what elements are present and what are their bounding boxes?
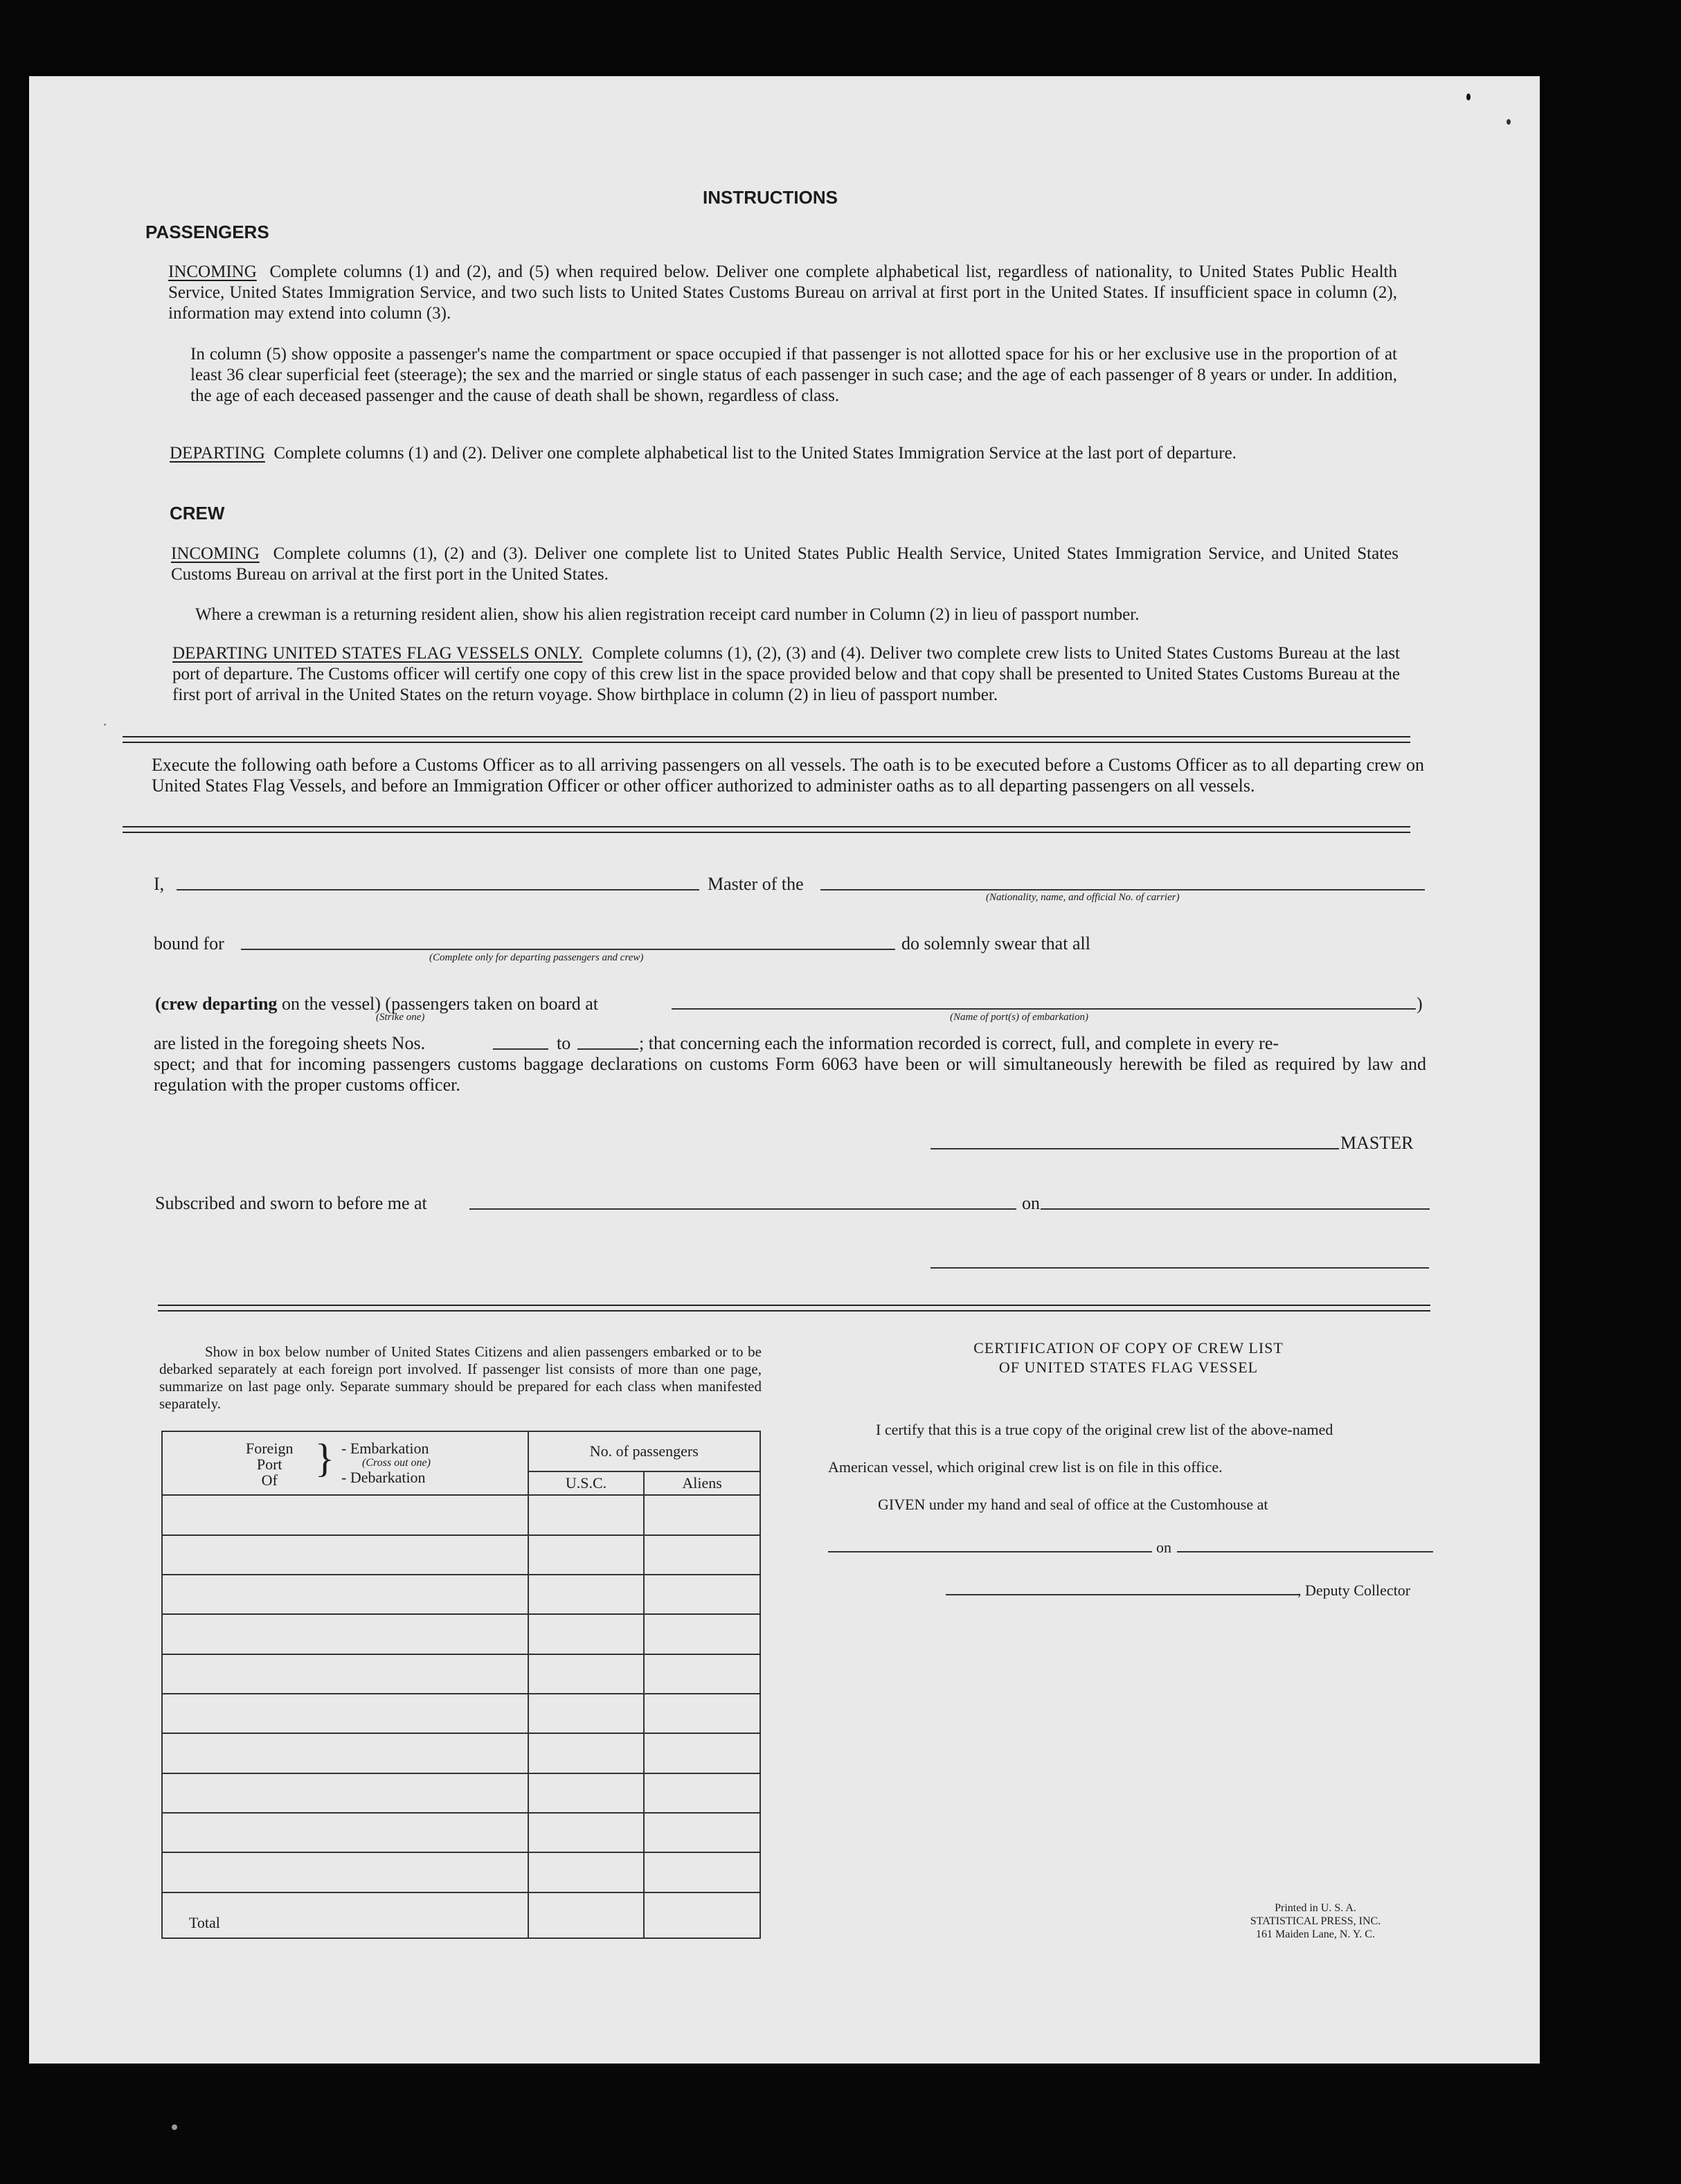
scan-speck <box>104 724 106 726</box>
divider-double <box>123 736 1410 743</box>
bound-for-label: bound for <box>154 933 224 954</box>
passengers-incoming-text: Complete columns (1) and (2), and (5) when required below. Deliver one complete alphabetical list, regardless of nationality, to United States Public Health Service, United States Immigration Service, and two such lists to United States Customs Bureau on arrival at first port in the United States. If insufficient space in column (2), information may extend into column (3). <box>168 262 1397 323</box>
port-label: Port <box>256 1456 282 1473</box>
crew-incoming-text: Complete columns (1), (2) and (3). Deliver one complete list to United States Public Health Service, United States Immigration Service, and United States Customs Bureau on arrival at the first port in the United States. <box>171 544 1399 584</box>
sheet-to-field[interactable] <box>577 1048 638 1050</box>
passengers-departing-label: DEPARTING <box>170 444 265 463</box>
usc-header: U.S.C. <box>528 1471 645 1495</box>
passengers-incoming-label: INCOMING <box>168 262 257 281</box>
master-of-label: Master of the <box>708 874 804 894</box>
oath-i-label: I, <box>154 874 165 894</box>
master-signature-field[interactable] <box>931 1148 1339 1149</box>
listed-middle: ; that concerning each the information recorded is correct, full, and complete in every re- <box>639 1033 1279 1053</box>
instructions-title: INSTRUCTIONS <box>703 187 838 208</box>
passengers-departing-paragraph <box>170 443 1397 464</box>
foreign-label: Foreign <box>246 1440 294 1457</box>
printer-line-1: Printed in U. S. A. <box>1275 1902 1356 1914</box>
crew-incoming-paragraph <box>171 544 1399 585</box>
table-row <box>162 1813 760 1852</box>
embarkation-port-field[interactable] <box>672 1008 1416 1010</box>
total-label: Total <box>162 1892 528 1938</box>
crew-departing-label: DEPARTING UNITED STATES FLAG VESSELS ONLY. <box>172 644 583 663</box>
crew-departing-paragraph <box>172 643 1400 706</box>
bound-for-hint: (Complete only for departing passengers and crew) <box>429 952 644 963</box>
foreign-port-of <box>246 1440 293 1488</box>
brace-icon: } <box>315 1435 334 1480</box>
of-label: Of <box>261 1471 278 1489</box>
passengers-departing-text: Complete columns (1) and (2). Deliver one complete alphabetical list to the United States Immigration Service at the last port of departure. <box>273 444 1237 463</box>
table-row <box>162 1733 760 1773</box>
swear-text: do solemnly swear that all <box>901 933 1090 954</box>
deputy-signature-field[interactable] <box>946 1594 1299 1595</box>
carrier-field[interactable] <box>820 889 1425 890</box>
close-paren: ) <box>1417 994 1423 1014</box>
printer-imprint <box>1205 1901 1426 1941</box>
officer-signature-field[interactable] <box>931 1267 1429 1269</box>
certification-title-line-1: CERTIFICATION OF COPY OF CREW LIST <box>973 1339 1284 1357</box>
table-row <box>162 1535 760 1575</box>
certification-title-line-2: OF UNITED STATES FLAG VESSEL <box>998 1359 1259 1376</box>
sworn-on-label: on <box>1022 1193 1040 1213</box>
table-row <box>162 1852 760 1892</box>
deputy-collector-label: , Deputy Collector <box>1297 1582 1411 1599</box>
embarkation-option[interactable]: - Embarkation <box>341 1440 429 1457</box>
subscribed-label: Subscribed and sworn to before me at <box>155 1193 427 1213</box>
passengers-incoming-paragraph <box>168 262 1397 324</box>
certify-line-1: I certify that this is a true copy of the original crew list of the above-named <box>876 1421 1333 1438</box>
no-of-passengers-header: No. of passengers <box>528 1431 760 1471</box>
crew-departing-option[interactable]: (crew departing <box>155 994 278 1014</box>
bound-for-field[interactable] <box>241 949 895 950</box>
total-row <box>162 1892 760 1938</box>
certification-title <box>879 1339 1378 1377</box>
certification-on-label: on <box>1156 1539 1171 1556</box>
master-label: MASTER <box>1340 1133 1414 1153</box>
customhouse-field[interactable] <box>828 1551 1152 1552</box>
table-row <box>162 1575 760 1614</box>
on-vessel-text: on the vessel) <box>281 994 381 1014</box>
printer-line-3: 161 Maiden Lane, N. Y. C. <box>1256 1928 1375 1940</box>
divider-double <box>123 826 1410 833</box>
port-hint: (Name of port(s) of embarkation) <box>950 1012 1088 1023</box>
table-row <box>162 1694 760 1733</box>
passenger-summary-table <box>161 1431 761 1939</box>
given-line: GIVEN under my hand and seal of office at the Customhouse at <box>878 1496 1268 1513</box>
passengers-column5-paragraph: In column (5) show opposite a passenger's name the compartment or space occupied if that passenger is not allotted space for his or her exclusive use in the proportion of at least 36 clear superficial feet (steerage); the sex and the married or single status of each passenger in such case; and the age of each passenger of 8 years or under. In addition, the age of each deceased passenger and the cause of death shall be shown, regardless of class. <box>190 345 1397 405</box>
crew-resident-paragraph: Where a crewman is a returning resident alien, show his alien registration receipt card number in Column (2) in lieu of passport number. <box>195 605 1140 624</box>
table-row <box>162 1495 760 1534</box>
crew-incoming-label: INCOMING <box>171 544 260 563</box>
sheet-from-field[interactable] <box>493 1048 548 1050</box>
aliens-header: Aliens <box>644 1471 760 1495</box>
debarkation-option[interactable]: - Debarkation <box>341 1469 426 1486</box>
box-instruction: Show in box below number of United States Citizens and alien passengers embarked or to be debarked separately at each foreign port involved. If passenger list consists of more than one page, summarize on last page only. Separate summary should be prepared for each class when manifested separately. <box>159 1343 762 1412</box>
table-row <box>162 1614 760 1654</box>
passengers-heading: PASSENGERS <box>145 222 269 242</box>
oath-instruction: Execute the following oath before a Customs Officer as to all arriving passengers on all vessels. The oath is to be executed before a Customs Officer as to all departing crew on United States Flag Vessels, and before an Immigration Officer or other officer authorized to administer oaths as to all departing passengers on all vessels. <box>152 755 1424 796</box>
sworn-place-field[interactable] <box>469 1208 1016 1210</box>
crew-heading: CREW <box>170 503 225 523</box>
table-row <box>162 1773 760 1813</box>
certify-line-2: American vessel, which original crew list is on file in this office. <box>828 1458 1223 1476</box>
strike-hint: (Strike one) <box>376 1012 425 1023</box>
scan-speck <box>1466 93 1471 100</box>
cross-out-hint: (Cross out one) <box>362 1457 431 1469</box>
crew-departing-text: Complete columns (1), (2), (3) and (4). Deliver two complete crew lists to United States Customs Bureau at the last port of departure. The Customs officer will certify one copy of this crew list in the space provided below and that copy shall be presented to United States Customs Bureau at the first port of arrival in the United States on the return voyage. Show birthplace in column (2) in lieu of passport number. <box>172 644 1400 704</box>
scan-speck <box>1507 119 1511 125</box>
passengers-taken-option[interactable]: (passengers taken on board at <box>385 994 598 1014</box>
certification-date-field[interactable] <box>1177 1551 1433 1552</box>
scan-speck <box>172 2124 177 2130</box>
carrier-hint: (Nationality, name, and official No. of carrier) <box>986 892 1180 903</box>
master-name-field[interactable] <box>177 889 699 890</box>
port-header-cell <box>162 1431 528 1495</box>
listed-start: are listed in the foregoing sheets Nos. <box>154 1033 426 1053</box>
printer-line-2: STATISTICAL PRESS, INC. <box>1250 1915 1381 1927</box>
sworn-date-field[interactable] <box>1041 1208 1430 1210</box>
listed-rest: spect; and that for incoming passengers customs baggage declarations on customs Form 6063 have been or will simultaneously herewith be filed as required by law and regulation with the proper customs officer. <box>154 1054 1426 1095</box>
table-row <box>162 1654 760 1694</box>
divider-double <box>158 1305 1430 1312</box>
listed-to: to <box>557 1033 571 1053</box>
